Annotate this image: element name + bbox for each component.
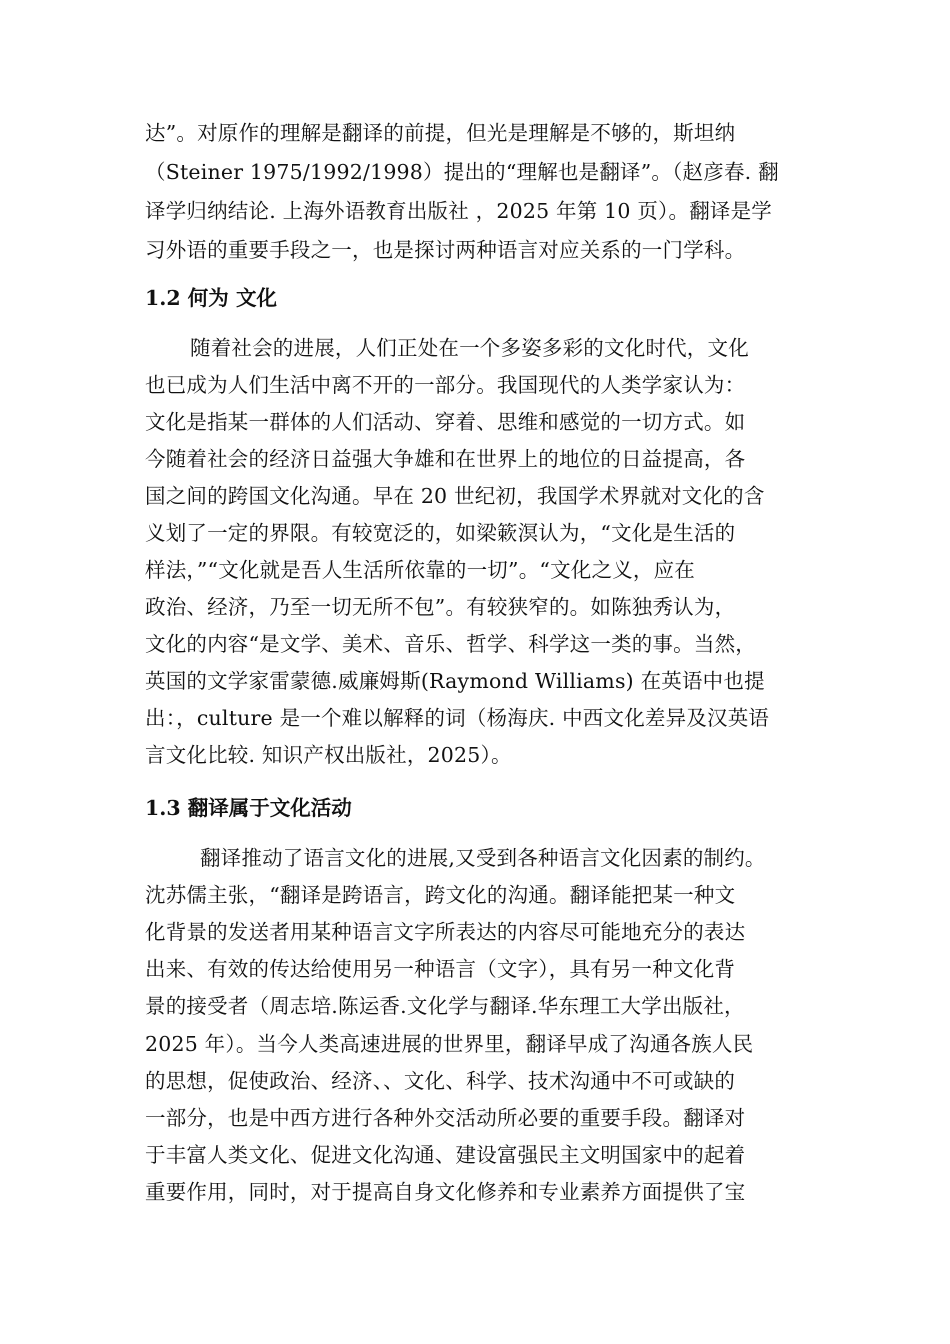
paragraph-line: 的思想，促使政治、经济、、文化、科学、技术沟通中不可或缺的 — [145, 1069, 736, 1093]
paragraph-line: 重要作用，同时，对于提高自身文化修养和专业素养方面提供了宝 — [145, 1180, 746, 1204]
paragraph-line: 文化是指某一群体的人们活动、穿着、思维和感觉的一切方式。如 — [145, 410, 746, 434]
paragraph-line: 翻译推动了语言文化的进展,又受到各种语言文化因素的制约。 — [200, 846, 766, 870]
paragraph-line: 化背景的发送者用某种语言文字所表达的内容尽可能地充分的表达 — [145, 920, 746, 944]
paragraph-line: 出来、有效的传达给使用另一种语言（文字），具有另一种文化背 — [145, 957, 736, 981]
section-heading-1-3: 1.3 翻译属于文化活动 — [145, 796, 352, 820]
paragraph-line: 言文化比较. 知识产权出版社，2025）。 — [145, 743, 512, 767]
paragraph-line: 景的接受者（周志培.陈运香.文化学与翻译.华东理工大学出版社， — [145, 994, 745, 1018]
paragraph-line: 沈苏儒主张，“翻译是跨语言，跨文化的沟通。翻译能把某一种文 — [145, 883, 736, 907]
paragraph-line: 达”。对原作的理解是翻译的前提，但光是理解是不够的，斯坦纳 — [145, 121, 736, 145]
paragraph-line: 政治、经济，乃至一切无所不包”。有较狭窄的。如陈独秀认为， — [145, 595, 736, 619]
paragraph-line: 也已成为人们生活中离不开的一部分。我国现代的人类学家认为： — [145, 373, 746, 397]
paragraph-line: 国之间的跨国文化沟通。早在 20 世纪初，我国学术界就对文化的含 — [145, 484, 765, 508]
paragraph-line: 译学归纳结论. 上海外语教育出版社 ，2025 年第 10 页）。翻译是学 — [145, 199, 773, 223]
paragraph-line: 出：，culture 是一个难以解释的词（杨海庆. 中西文化差异及汉英语 — [145, 706, 770, 730]
paragraph-line: 于丰富人类文化、促进文化沟通、建设富强民主文明国家中的起着 — [145, 1143, 746, 1167]
paragraph-line: 样法，”“文化就是吾人生活所依靠的一切”。“文化之义，应在 — [145, 558, 695, 582]
paragraph-line: 2025 年）。当今人类高速进展的世界里，翻译早成了沟通各族人民 — [145, 1032, 754, 1056]
paragraph-line: 文化的内容“是文学、美术、音乐、哲学、科学这一类的事。当然， — [145, 632, 756, 656]
paragraph-line: 一部分，也是中西方进行各种外交活动所必要的重要手段。翻译对 — [145, 1106, 746, 1130]
paragraph-line: 习外语的重要手段之一，也是探讨两种语言对应关系的一门学科。 — [145, 238, 746, 262]
paragraph-line: 今随着社会的经济日益强大争雄和在世界上的地位的日益提高，各 — [145, 447, 746, 471]
paragraph-line: 英国的文学家雷蒙德.威廉姆斯(Raymond Williams) 在英语中也提 — [145, 669, 765, 693]
paragraph-line: （Steiner 1975/1992/1998）提出的“理解也是翻译”。（赵彦春. 翻 — [145, 160, 779, 184]
section-heading-1-2: 1.2 何为 文化 — [145, 286, 277, 310]
paragraph-line: 随着社会的进展，人们正处在一个多姿多彩的文化时代，文化 — [190, 336, 749, 360]
paragraph-line: 义划了一定的界限。有较宽泛的，如梁簌溟认为，“文化是生活的 — [145, 521, 736, 545]
